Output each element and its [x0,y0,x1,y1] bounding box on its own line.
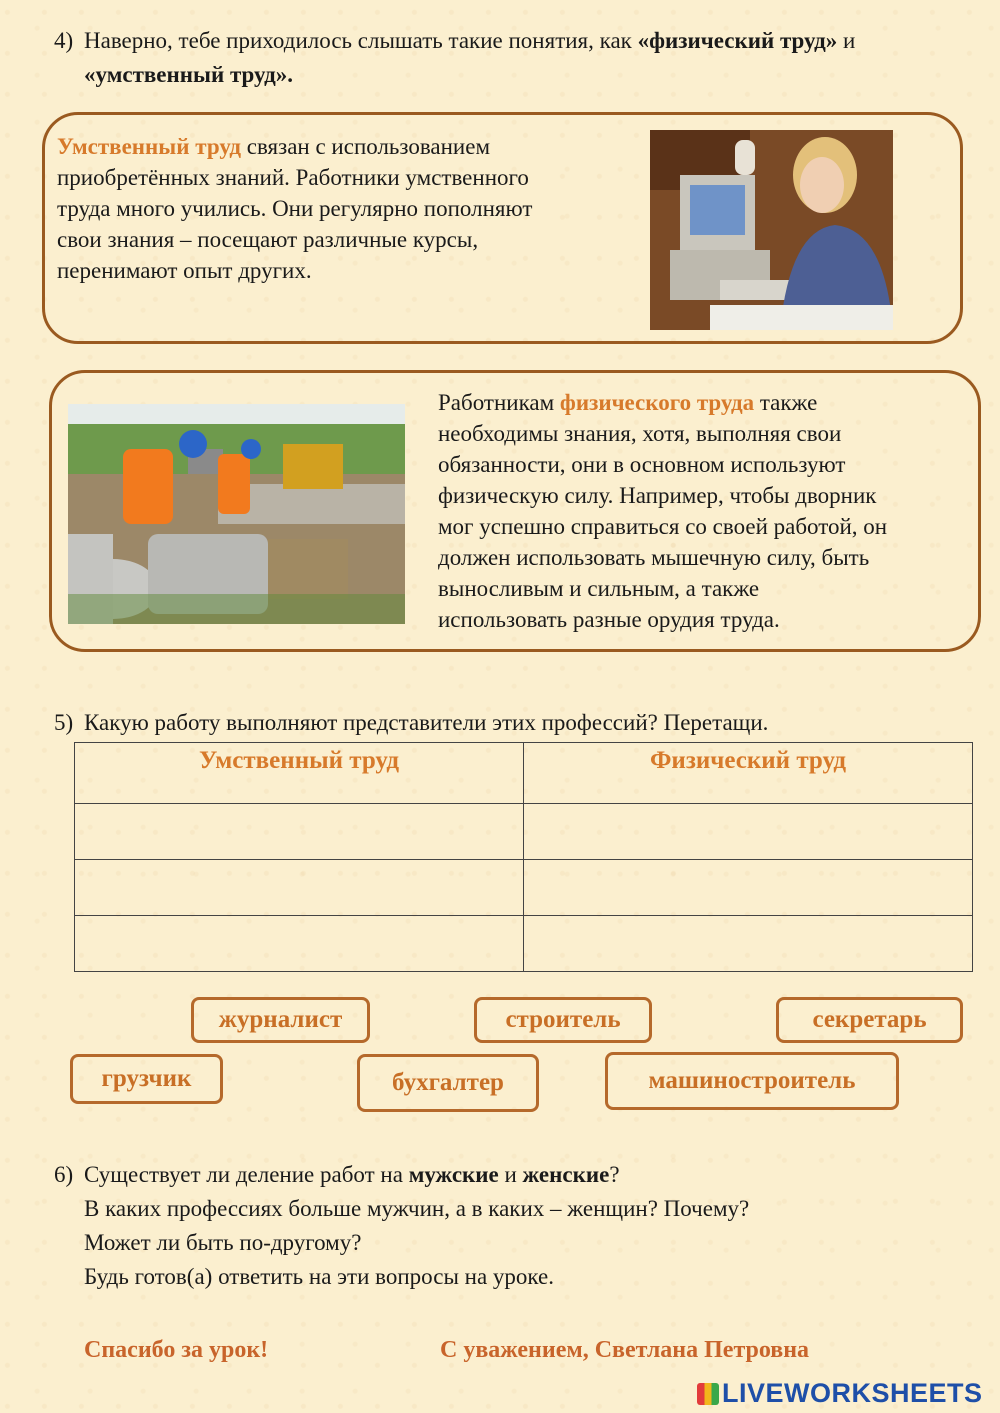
physical-labour-text: Работникам физического труда также необходимы знания, хотя, выполняя свои обязанности, они в основном используют физическую силу. Например, чтобы дворник мог успешно справиться со своей работой, он должен использовать мышечную силу, быть выносливым и сильным, а также использовать разные орудия труда. [438,390,888,632]
thanks-text: Спасибо за урок! [84,1337,269,1363]
drop-cell-physical-1[interactable] [524,804,973,860]
chip-accountant[interactable]: бухгалтер [357,1054,539,1112]
q4-text: Наверно, тебе приходилось слышать такие понятия, как «физический труд» и «умственный труд». [84,28,856,87]
liveworksheets-logo: LIVEWORKSHEETS [697,1378,983,1409]
drop-cell-mental-3[interactable] [75,916,524,972]
q6-text: Существует ли деление работ на мужские и женские? В каких профессиях больше мужчин, а в каких – женщин? Почему? Может ли быть по-другому? Будь готов(а) ответить на эти вопросы на уроке. [84,1162,750,1289]
sorting-table [74,742,973,972]
q6-number: 6) [54,1162,74,1187]
q4-number: 4) [54,28,74,53]
drop-cell-mental-2[interactable] [75,860,524,916]
q5-number: 5) [54,710,74,735]
drop-cell-mental-1[interactable] [75,804,524,860]
column-header-physical: Физический труд [524,743,973,804]
chip-secretary[interactable]: секретарь [776,997,963,1043]
drop-cell-physical-3[interactable] [524,916,973,972]
office-worker-photo [650,130,893,330]
column-header-mental: Умственный труд [75,743,524,804]
chip-journalist[interactable]: журналист [191,997,370,1043]
liveworksheets-icon [697,1383,719,1405]
mental-labour-text: Умственный труд связан с использованием приобретённых знаний. Работники умственного труда много учились. Они регулярно пополняют свои знания – посещают различные курсы, перенимают опыт других. [57,134,533,283]
mental-labour-term: Умственный труд [57,134,242,159]
chip-loader[interactable]: грузчик [70,1054,223,1104]
q5-text: Какую работу выполняют представители этих профессий? Перетащи. [84,710,769,735]
chip-builder[interactable]: строитель [474,997,652,1043]
chip-machine-builder[interactable]: машиностроитель [605,1052,899,1110]
physical-labour-term: физического труда [559,390,755,415]
signature-text: С уважением, Светлана Петровна [440,1337,810,1363]
drop-cell-physical-2[interactable] [524,860,973,916]
construction-workers-photo [68,404,405,624]
